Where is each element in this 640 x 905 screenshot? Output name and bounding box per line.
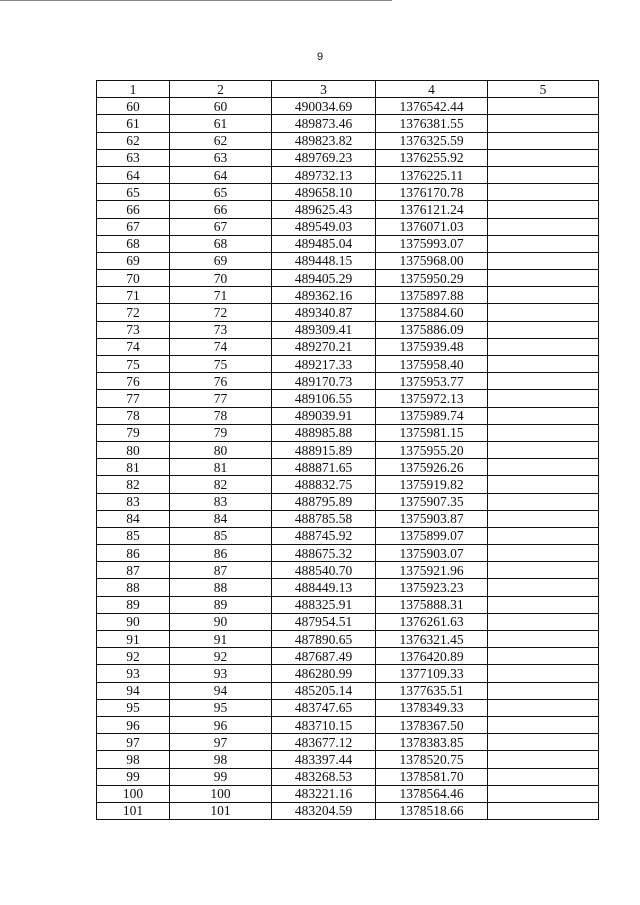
table-cell: [488, 579, 599, 596]
table-cell: 77: [170, 390, 272, 407]
table-cell: 1376170.78: [376, 184, 488, 201]
table-cell: 98: [97, 751, 170, 768]
table-cell: 1375903.07: [376, 545, 488, 562]
table-row: [97, 321, 599, 338]
table-cell: 1377109.33: [376, 665, 488, 682]
table-cell: 483710.15: [272, 716, 376, 733]
table-row: [97, 373, 599, 390]
table-cell: 489405.29: [272, 270, 376, 287]
table-row: [97, 648, 599, 665]
table-cell: [488, 699, 599, 716]
table-cell: 1376255.92: [376, 149, 488, 166]
table-cell: 79: [170, 424, 272, 441]
table-cell: 99: [97, 768, 170, 785]
table-cell: 1376542.44: [376, 98, 488, 115]
table-row: [97, 510, 599, 527]
table-cell: 73: [97, 321, 170, 338]
table-cell: 89: [170, 596, 272, 613]
table-row: [97, 390, 599, 407]
table-row: [97, 734, 599, 751]
table-cell: [488, 648, 599, 665]
table-cell: 1375989.74: [376, 407, 488, 424]
table-cell: 1376325.59: [376, 132, 488, 149]
table-row: [97, 270, 599, 287]
table-cell: 92: [97, 648, 170, 665]
table-row: [97, 545, 599, 562]
coordinates-table: [96, 80, 599, 820]
table-cell: 488985.88: [272, 424, 376, 441]
table-row: [97, 768, 599, 785]
table-cell: [488, 304, 599, 321]
table-cell: 489485.04: [272, 235, 376, 252]
table-cell: 78: [97, 407, 170, 424]
table-cell: 489340.87: [272, 304, 376, 321]
table-cell: 488325.91: [272, 596, 376, 613]
table-row: [97, 235, 599, 252]
table-cell: 92: [170, 648, 272, 665]
table-cell: 1375955.20: [376, 441, 488, 458]
table-cell: 64: [170, 166, 272, 183]
table-cell: 64: [97, 166, 170, 183]
table-cell: 70: [97, 270, 170, 287]
table-cell: 67: [97, 218, 170, 235]
table-cell: 84: [170, 510, 272, 527]
table-row: [97, 459, 599, 476]
table-cell: 87: [170, 562, 272, 579]
table-cell: 86: [97, 545, 170, 562]
table-cell: 1376321.45: [376, 631, 488, 648]
table-cell: 485205.14: [272, 682, 376, 699]
table-cell: [488, 716, 599, 733]
table-cell: 63: [97, 149, 170, 166]
table-row: [97, 338, 599, 355]
table-cell: 488675.32: [272, 545, 376, 562]
table-row: [97, 424, 599, 441]
table-cell: 488915.89: [272, 441, 376, 458]
table-cell: 483221.16: [272, 785, 376, 802]
table-cell: 82: [97, 476, 170, 493]
table-cell: 84: [97, 510, 170, 527]
table-row: [97, 682, 599, 699]
table-row: [97, 98, 599, 115]
table-cell: 96: [170, 716, 272, 733]
table-cell: 1378349.33: [376, 699, 488, 716]
table-cell: 99: [170, 768, 272, 785]
table-cell: 91: [170, 631, 272, 648]
table-row: [97, 441, 599, 458]
table-cell: [488, 149, 599, 166]
table-cell: 486280.99: [272, 665, 376, 682]
table-cell: [488, 802, 599, 819]
table-row: [97, 596, 599, 613]
table-cell: 81: [97, 459, 170, 476]
table-cell: 75: [97, 356, 170, 373]
table-cell: 1375953.77: [376, 373, 488, 390]
table-row: [97, 751, 599, 768]
table-cell: 61: [97, 115, 170, 132]
table-cell: 1375921.96: [376, 562, 488, 579]
column-header: 1: [97, 81, 170, 98]
page-number: 9: [316, 51, 324, 63]
table-cell: 488795.89: [272, 493, 376, 510]
table-row: [97, 218, 599, 235]
table-cell: 488871.65: [272, 459, 376, 476]
table-cell: 1376071.03: [376, 218, 488, 235]
table-cell: [488, 356, 599, 373]
table-cell: 487890.65: [272, 631, 376, 648]
column-header: 3: [272, 81, 376, 98]
table-cell: 70: [170, 270, 272, 287]
table-cell: 1375886.09: [376, 321, 488, 338]
table-cell: 1376225.11: [376, 166, 488, 183]
table-cell: [488, 184, 599, 201]
table-cell: 489658.10: [272, 184, 376, 201]
table-cell: 81: [170, 459, 272, 476]
table-cell: 489309.41: [272, 321, 376, 338]
table-cell: 68: [170, 235, 272, 252]
table-cell: 1377635.51: [376, 682, 488, 699]
table-cell: 98: [170, 751, 272, 768]
table-cell: [488, 441, 599, 458]
table-cell: [488, 424, 599, 441]
table-cell: 1376261.63: [376, 613, 488, 630]
table-cell: 88: [97, 579, 170, 596]
table-cell: 80: [170, 441, 272, 458]
table-cell: 489362.16: [272, 287, 376, 304]
table-cell: 65: [97, 184, 170, 201]
table-cell: 79: [97, 424, 170, 441]
table-row: [97, 149, 599, 166]
table-row: [97, 115, 599, 132]
table-row: [97, 184, 599, 201]
table-cell: 60: [170, 98, 272, 115]
table-cell: [488, 510, 599, 527]
table-cell: 60: [97, 98, 170, 115]
table-cell: 63: [170, 149, 272, 166]
table-cell: 93: [97, 665, 170, 682]
table-row: [97, 613, 599, 630]
table-cell: [488, 631, 599, 648]
table-row: [97, 304, 599, 321]
table-cell: [488, 562, 599, 579]
table-cell: 483397.44: [272, 751, 376, 768]
table-cell: 97: [170, 734, 272, 751]
table-cell: [488, 596, 599, 613]
table-cell: [488, 373, 599, 390]
table-cell: 489625.43: [272, 201, 376, 218]
table-cell: 1375958.40: [376, 356, 488, 373]
table-cell: 80: [97, 441, 170, 458]
table-cell: 95: [97, 699, 170, 716]
table-cell: 83: [97, 493, 170, 510]
table-cell: 1378383.85: [376, 734, 488, 751]
table-cell: 489769.23: [272, 149, 376, 166]
table-row: [97, 699, 599, 716]
table-cell: 76: [97, 373, 170, 390]
table-cell: 94: [170, 682, 272, 699]
table-cell: 488745.92: [272, 527, 376, 544]
table-cell: 489873.46: [272, 115, 376, 132]
table-cell: [488, 321, 599, 338]
table-cell: [488, 201, 599, 218]
table-cell: 1376420.89: [376, 648, 488, 665]
table-row: [97, 407, 599, 424]
table-cell: [488, 493, 599, 510]
table-cell: 1375993.07: [376, 235, 488, 252]
table-cell: 489549.03: [272, 218, 376, 235]
table-cell: 89: [97, 596, 170, 613]
table-row: [97, 802, 599, 819]
table-cell: 489732.13: [272, 166, 376, 183]
table-cell: [488, 338, 599, 355]
top-rule: [0, 0, 392, 1]
table-cell: 1378581.70: [376, 768, 488, 785]
table-cell: 1375903.87: [376, 510, 488, 527]
table-cell: 66: [170, 201, 272, 218]
table-cell: [488, 270, 599, 287]
table-cell: 483268.53: [272, 768, 376, 785]
table-row: [97, 493, 599, 510]
table-cell: 1375926.26: [376, 459, 488, 476]
table-cell: 86: [170, 545, 272, 562]
table-cell: 488785.58: [272, 510, 376, 527]
table-cell: 97: [97, 734, 170, 751]
table-cell: 489270.21: [272, 338, 376, 355]
header-row: [97, 81, 599, 98]
table-cell: 74: [170, 338, 272, 355]
table-cell: [488, 768, 599, 785]
table-cell: 483747.65: [272, 699, 376, 716]
table-cell: [488, 115, 599, 132]
table-cell: 1375981.15: [376, 424, 488, 441]
table-cell: 94: [97, 682, 170, 699]
table-cell: 487954.51: [272, 613, 376, 630]
table-row: [97, 287, 599, 304]
table-row: [97, 562, 599, 579]
table-cell: [488, 166, 599, 183]
table-cell: 72: [97, 304, 170, 321]
table-cell: 82: [170, 476, 272, 493]
table-cell: [488, 98, 599, 115]
table-cell: [488, 235, 599, 252]
table-cell: 96: [97, 716, 170, 733]
table-cell: 1375939.48: [376, 338, 488, 355]
table-row: [97, 527, 599, 544]
table-cell: 488449.13: [272, 579, 376, 596]
table-cell: [488, 527, 599, 544]
table-cell: 85: [97, 527, 170, 544]
table-cell: 71: [97, 287, 170, 304]
table-cell: 78: [170, 407, 272, 424]
table-cell: 489217.33: [272, 356, 376, 373]
table-cell: 72: [170, 304, 272, 321]
table-cell: 1375923.23: [376, 579, 488, 596]
table-cell: [488, 132, 599, 149]
table-row: [97, 665, 599, 682]
table-cell: 483677.12: [272, 734, 376, 751]
table-cell: 101: [170, 802, 272, 819]
table-cell: 1378518.66: [376, 802, 488, 819]
table-cell: 1378564.46: [376, 785, 488, 802]
table-cell: 489823.82: [272, 132, 376, 149]
table-cell: 71: [170, 287, 272, 304]
table-row: [97, 201, 599, 218]
table-cell: 100: [97, 785, 170, 802]
table-cell: 68: [97, 235, 170, 252]
table-cell: 489039.91: [272, 407, 376, 424]
table-cell: 95: [170, 699, 272, 716]
table-cell: 1375884.60: [376, 304, 488, 321]
column-header: 4: [376, 81, 488, 98]
table-cell: [488, 682, 599, 699]
table-body: [97, 98, 599, 820]
table-cell: [488, 751, 599, 768]
table-cell: 483204.59: [272, 802, 376, 819]
table-cell: 1375950.29: [376, 270, 488, 287]
table-cell: 1376381.55: [376, 115, 488, 132]
table-cell: [488, 390, 599, 407]
table-cell: [488, 459, 599, 476]
table-cell: 65: [170, 184, 272, 201]
table-cell: 101: [97, 802, 170, 819]
table-row: [97, 785, 599, 802]
table-cell: 61: [170, 115, 272, 132]
table-cell: 93: [170, 665, 272, 682]
table-cell: [488, 545, 599, 562]
table-row: [97, 476, 599, 493]
table-cell: 489106.55: [272, 390, 376, 407]
table-cell: 69: [97, 252, 170, 269]
table-cell: 489448.15: [272, 252, 376, 269]
table-cell: [488, 252, 599, 269]
table-cell: 1375972.13: [376, 390, 488, 407]
table-row: [97, 631, 599, 648]
table-cell: 83: [170, 493, 272, 510]
table-cell: [488, 613, 599, 630]
table-cell: 62: [97, 132, 170, 149]
table-row: [97, 252, 599, 269]
table-row: [97, 579, 599, 596]
table-cell: 488540.70: [272, 562, 376, 579]
table-cell: 1378367.50: [376, 716, 488, 733]
table-cell: 73: [170, 321, 272, 338]
table-cell: 62: [170, 132, 272, 149]
table-cell: 1375968.00: [376, 252, 488, 269]
table-cell: 1375899.07: [376, 527, 488, 544]
table-cell: [488, 476, 599, 493]
table-cell: 90: [97, 613, 170, 630]
table-cell: 489170.73: [272, 373, 376, 390]
column-header: 5: [488, 81, 599, 98]
table-cell: 85: [170, 527, 272, 544]
table-cell: 69: [170, 252, 272, 269]
table-cell: 490034.69: [272, 98, 376, 115]
table-cell: 1375919.82: [376, 476, 488, 493]
table-row: [97, 716, 599, 733]
table-cell: 487687.49: [272, 648, 376, 665]
table-row: [97, 132, 599, 149]
table-cell: 77: [97, 390, 170, 407]
table-cell: 488832.75: [272, 476, 376, 493]
table-cell: 1375897.88: [376, 287, 488, 304]
table-cell: [488, 665, 599, 682]
table-cell: [488, 218, 599, 235]
table-cell: [488, 785, 599, 802]
table-cell: 90: [170, 613, 272, 630]
table-cell: [488, 734, 599, 751]
table-cell: 67: [170, 218, 272, 235]
table-cell: 100: [170, 785, 272, 802]
table-cell: 76: [170, 373, 272, 390]
table-cell: [488, 407, 599, 424]
table-row: [97, 166, 599, 183]
table-cell: 66: [97, 201, 170, 218]
table-cell: 75: [170, 356, 272, 373]
table-cell: 87: [97, 562, 170, 579]
table-cell: 74: [97, 338, 170, 355]
table-cell: 91: [97, 631, 170, 648]
column-header: 2: [170, 81, 272, 98]
table-cell: 1375888.31: [376, 596, 488, 613]
table-cell: 1375907.35: [376, 493, 488, 510]
table-cell: 88: [170, 579, 272, 596]
table-cell: [488, 287, 599, 304]
table-row: [97, 356, 599, 373]
table-cell: 1376121.24: [376, 201, 488, 218]
table-cell: 1378520.75: [376, 751, 488, 768]
